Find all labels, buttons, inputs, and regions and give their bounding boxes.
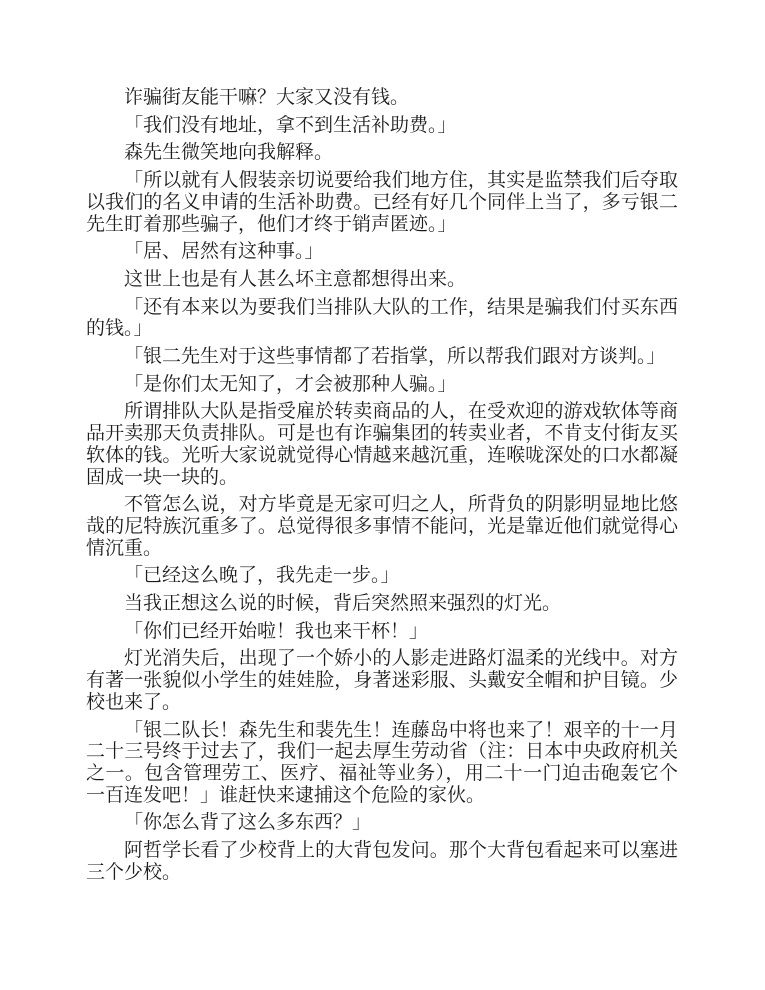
text-line: 灯光消失后，出现了一个娇小的人影走进路灯温柔的光线中。对方 xyxy=(124,647,678,670)
text-line: 固成一块一块的。 xyxy=(86,465,239,488)
text-line: 「居、居然有这种事。」 xyxy=(124,240,324,263)
text-line: 这世上也是有人甚么坏主意都想得出来。 xyxy=(124,267,467,290)
paragraph xyxy=(86,565,678,587)
paragraph xyxy=(86,648,678,713)
paragraph xyxy=(86,812,678,834)
paragraph xyxy=(86,621,678,643)
text-line: 「你怎么背了这么多东西？」 xyxy=(124,811,372,834)
text-line: 有著一张貌似小学生的娃娃脸，身著迷彩服、头戴安全帽和护目镜。少 xyxy=(86,669,678,692)
paragraph xyxy=(86,401,678,488)
text-line: 不管怎么说，对方毕竟是无家可归之人，所背负的阴影明显地比悠 xyxy=(124,493,678,516)
paragraph xyxy=(86,346,678,368)
text-content xyxy=(86,87,678,884)
text-line: 「还有本来以为要我们当排队大队的工作，结果是骗我们付买东西 xyxy=(124,295,678,318)
paragraph xyxy=(86,170,678,235)
text-line: 「我们没有地址，拿不到生活补助费。」 xyxy=(124,113,457,136)
paragraph xyxy=(86,374,678,396)
paragraph xyxy=(86,115,678,137)
text-line: 品开卖那天负责排队。可是也有诈骗集团的转卖业者，不肯支付街友买 xyxy=(86,422,678,445)
text-line: 「银二队长！森先生和裴先生！连藤岛中将也来了！艰辛的十一月 xyxy=(124,718,678,741)
text-line: 一百连发吧！」谁赶快来逮捕这个危险的家伙。 xyxy=(86,783,486,806)
text-line: 「已经这么晚了，我先走一步。」 xyxy=(124,564,400,587)
text-line: 二十三号终于过去了，我们一起去厚生劳动省（注：日本中央政府机关 xyxy=(86,740,678,763)
text-line: 所谓排队大队是指受雇於转卖商品的人，在受欢迎的游戏软体等商 xyxy=(124,400,678,423)
paragraph xyxy=(86,142,678,164)
text-line: 之一。包含管理劳工、医疗、福祉等业务），用二十一门迫击砲轰它个 xyxy=(86,761,678,784)
text-line: 三个少校。 xyxy=(86,860,182,883)
paragraph xyxy=(86,840,678,883)
text-line: 「你们已经开始啦！我也来干杯！」 xyxy=(124,619,429,642)
text-line: 「是你们太无知了，才会被那种人骗。」 xyxy=(124,372,457,395)
text-line: 森先生微笑地向我解释。 xyxy=(124,141,334,164)
paragraph xyxy=(86,87,678,109)
text-line: 先生盯着那些骗子，他们才终于销声匿迹。」 xyxy=(86,212,457,235)
paragraph xyxy=(86,494,678,559)
paragraph xyxy=(86,720,678,807)
paragraph xyxy=(86,269,678,291)
text-line: 当我正想这么说的时候，背后突然照来强烈的灯光。 xyxy=(124,592,562,615)
text-line: 以我们的名义申请的生活补助费。已经有好几个同伴上当了，多亏银二 xyxy=(86,190,678,213)
text-line: 软体的钱。光听大家说就觉得心情越来越沉重，连喉咙深处的口水都凝 xyxy=(86,443,678,466)
text-line: 校也来了。 xyxy=(86,690,182,713)
text-line: 情沉重。 xyxy=(86,536,163,559)
paragraph xyxy=(86,297,678,340)
text-line: 「所以就有人假装亲切说要给我们地方住，其实是监禁我们后夺取 xyxy=(124,169,678,192)
paragraph xyxy=(86,241,678,263)
text-line: 诈骗街友能干嘛？大家又没有钱。 xyxy=(124,86,410,108)
text-line: 的钱。」 xyxy=(86,317,153,340)
text-line: 哉的尼特族沉重多了。总觉得很多事情不能问，光是靠近他们就觉得心 xyxy=(86,514,678,537)
text-line: 阿哲学长看了少校背上的大背包发问。那个大背包看起来可以塞进 xyxy=(124,839,678,862)
paragraph xyxy=(86,593,678,615)
text-line: 「银二先生对于这些事情都了若指掌，所以帮我们跟对方谈判。」 xyxy=(124,345,666,368)
